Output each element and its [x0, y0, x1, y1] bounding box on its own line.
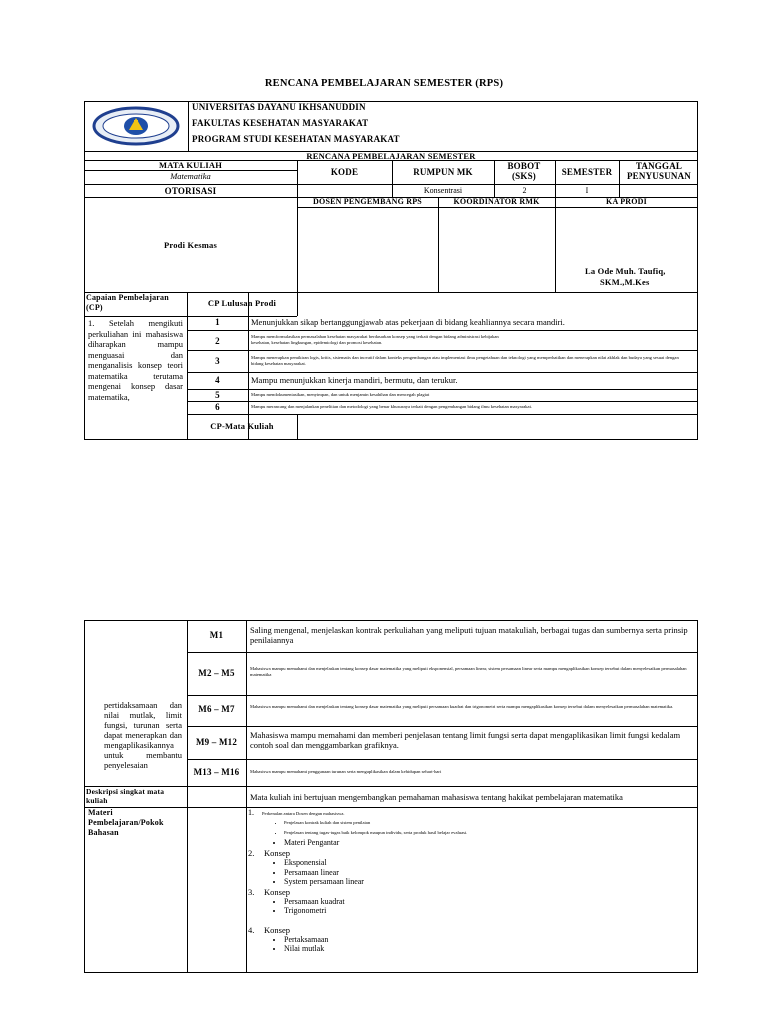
- m-code-5: M13 – M16: [193, 767, 240, 777]
- bobot-value: 2: [522, 186, 527, 195]
- m-code-3: M6 – M7: [198, 704, 235, 714]
- koordinator-col: [438, 197, 556, 293]
- materi-item-3: [248, 887, 694, 897]
- m-text-3: Mahasiswa mampu memahami dan menjelaskan tentang konsep dasar matematika yang meliputi persamaan kuadrat dan trigonometri serta mampu mengaplikasikan konsep tersebut dalam menyelesaikan permasalahan matematika.: [250, 704, 674, 709]
- deskripsi-text: Mata kuliah ini bertujuan mengembangkan pemahaman mahasiswa tentang hakikat pembelajaran matematika: [250, 792, 623, 802]
- cp-text-3: Mampu menerapkan pemikiran logis, kritis, sistematis dan inovatif dalam konteks pengembangan atau implementasi ilmu pengetahuan dan teknologi yang memperhatikan dan menerapkan nilai akhlak dan budaya yang sesuai dengan bidang kesehatan masyarakat.: [251, 355, 679, 366]
- kaprodi-header: KA PRODI: [606, 197, 647, 206]
- cp-label: Capaian Pembelajaran (CP): [86, 293, 169, 312]
- kaprodi-title: SKM.,M.Kes: [600, 277, 650, 287]
- materi-sub-4-2: • Nilai mutlak: [284, 944, 694, 954]
- materi-no-2: 2.: [248, 848, 255, 858]
- m-text-5: Mahasiswa mampu memahami penggunaan turunan serta mengaplikasikan dalam kehidupan sehari-hari: [250, 769, 442, 774]
- m-code-4: M9 – M12: [195, 737, 238, 747]
- materi-sub-2-1: • Eksponensial: [284, 858, 694, 868]
- m-text-2: Mahasiswa mampu memahami dan menjelaskan tentang konsep dasar matematika yang meliputi eksponensial, persamaan linear, sistem persamaan linear serta mampu mengaplikasikan konsep tersebut dalam menyelesaikan permasalahan matematika: [250, 666, 687, 677]
- materi-sub-1-3: • Materi Pengantar: [284, 838, 694, 848]
- materi-sub-3-1: • Persamaan kuadrat: [284, 897, 694, 907]
- rumpun-header: RUMPUN MK: [413, 167, 473, 177]
- materi-item-4: [248, 925, 694, 935]
- m-code-1: M1: [209, 630, 224, 640]
- semester-value: I: [585, 186, 589, 195]
- materi-label: Materi Pembelajaran/Pokok Bahasan: [88, 808, 164, 837]
- dosen-header: DOSEN PENGEMBANG RPS: [313, 197, 422, 206]
- cp-mk-label: CP-Mata Kuliah: [210, 421, 274, 431]
- document-title: RENCANA PEMBELAJARAN SEMESTER (RPS): [264, 78, 504, 89]
- materi-no-1: 1.: [248, 808, 254, 817]
- materi-sub-1-1: • Penjelasan kontrak kuliah dan sistem penilaian: [284, 818, 694, 828]
- materi-title-1: Perkenalan antara Dosen dengan mahasiswa.: [262, 811, 345, 816]
- m-text-4: Mahasiswa mampu memahami dan memberi penjelasan tentang limit fungsi serta dapat mengaplikasikan limit fungsi kedalam contoh soal dan menggambarkan grafiknya.: [250, 730, 681, 750]
- kaprodi-name: La Ode Muh. Taufiq,: [585, 266, 666, 276]
- materi-item-2: [248, 848, 694, 858]
- course-name: Matematika: [170, 171, 211, 181]
- cp-text-5: Mampu mendokumentasikan, menyimpan, dan untuk menjamin kesahihan dan mencegah plagiat: [251, 392, 430, 397]
- program-name: PROGRAM STUDI KESEHATAN MASYARAKAT: [192, 134, 400, 144]
- materi-sub-3-2: • Trigonometri: [284, 906, 694, 916]
- materi-sub-4-1: • Pertaksamaan: [284, 935, 694, 945]
- cp-no-2: 2: [215, 336, 220, 346]
- bobot-header: BOBOT (SKS): [507, 161, 541, 181]
- materi-title-2: Konsep: [264, 848, 290, 858]
- oto-kode-col: [297, 184, 393, 198]
- cp-text-1: Menunjukkan sikap bertanggungjawab atas pekerjaan di bidang keahliannya secara mandiri.: [251, 317, 565, 327]
- materi-item-1: [248, 808, 694, 818]
- materi-no-3: 3.: [248, 886, 255, 897]
- cp-text-6: Mampu merancang dan menjalankan penelitian dan metodologi yang benar khususnya terkait dengan pengembangan bidang ilmu kesehatan masyarakat.: [251, 404, 533, 409]
- university-logo: [91, 106, 181, 146]
- cp-lulusan-label: CP Lulusan Prodi: [207, 298, 277, 308]
- prodi-label: Prodi Kesmas: [163, 240, 217, 250]
- m-text-1: Saling mengenal, menjelaskan kontrak perkuliahan yang meliputi tujuan matakuliah, berbagai tugas dan sumbernya serta prinsip penilaiannya: [250, 625, 688, 645]
- mt-left-text: pertidaksamaan dan nilai mutlak, limit fungsi, turunan serta dapat menerapkan dan mengaplikasikannya untuk membantu penyelesaian: [104, 700, 182, 770]
- m-code-2: M2 – M5: [198, 668, 235, 678]
- university-name: UNIVERSITAS DAYANU IKHSANUDDIN: [192, 102, 366, 112]
- cp-no-3: 3: [215, 356, 220, 366]
- m-row-3: [187, 695, 698, 727]
- deskripsi-label: Deskripsi singkat mata kuliah: [86, 787, 165, 805]
- kode-header: KODE: [330, 167, 359, 177]
- rumpun-value: Konsentrasi: [423, 186, 463, 195]
- materi-sub-2-2: • Persamaan linear: [284, 868, 694, 878]
- cp-no-1: 1: [215, 317, 220, 327]
- rps-subtitle: RENCANA PEMBELAJARAN SEMESTER: [306, 151, 476, 161]
- semester-header: SEMESTER: [561, 167, 613, 177]
- otorisasi-label: OTORISASI: [164, 186, 217, 196]
- mata-kuliah-header: MATA KULIAH: [158, 160, 223, 170]
- logo-cell: [84, 101, 189, 152]
- materi-title-4: Konsep: [264, 924, 290, 935]
- materi-list: [248, 808, 694, 954]
- faculty-name: FAKULTAS KESEHATAN MASYARAKAT: [192, 118, 369, 128]
- dosen-col: [297, 197, 439, 293]
- koordinator-header: KOORDINATOR RMK: [453, 197, 540, 206]
- tanggal-header: TANGGAL PENYUSUNAN: [626, 161, 691, 181]
- cp-text-2: Mampu memformulasikan permasalahan kesehatan masyarakat berdasarkan konsep yang terkait dengan bidang administrasi kebijakan kesehatan, kesehatan lingkungan, epidemiologi dan promosi kesehatan.: [251, 334, 499, 345]
- materi-sub-2-3: • System persamaan linear: [284, 877, 694, 887]
- cp-left-text: 1. Setelah mengikuti perkuliahan ini mahasiswa diharapkan mampu menguasai dan menganalisis konsep teori matematika terutama mengenai konsep dasar matematika,: [88, 318, 183, 402]
- cp-no-4: 4: [215, 375, 220, 385]
- cp-text-4: Mampu menunjukkan kinerja mandiri, bermutu, dan terukur.: [251, 375, 458, 385]
- cp-no-6: 6: [215, 402, 220, 412]
- cp-no-5: 5: [215, 390, 220, 400]
- cp-lulusan-right: [297, 292, 298, 316]
- materi-no-4: 4.: [248, 924, 255, 935]
- materi-title-3: Konsep: [264, 886, 290, 897]
- materi-sub-1-2: • Penjelasan tentang tugas-tugas baik kelompok maupun individu, serta produk hasil belajar evaluasi.: [284, 828, 694, 838]
